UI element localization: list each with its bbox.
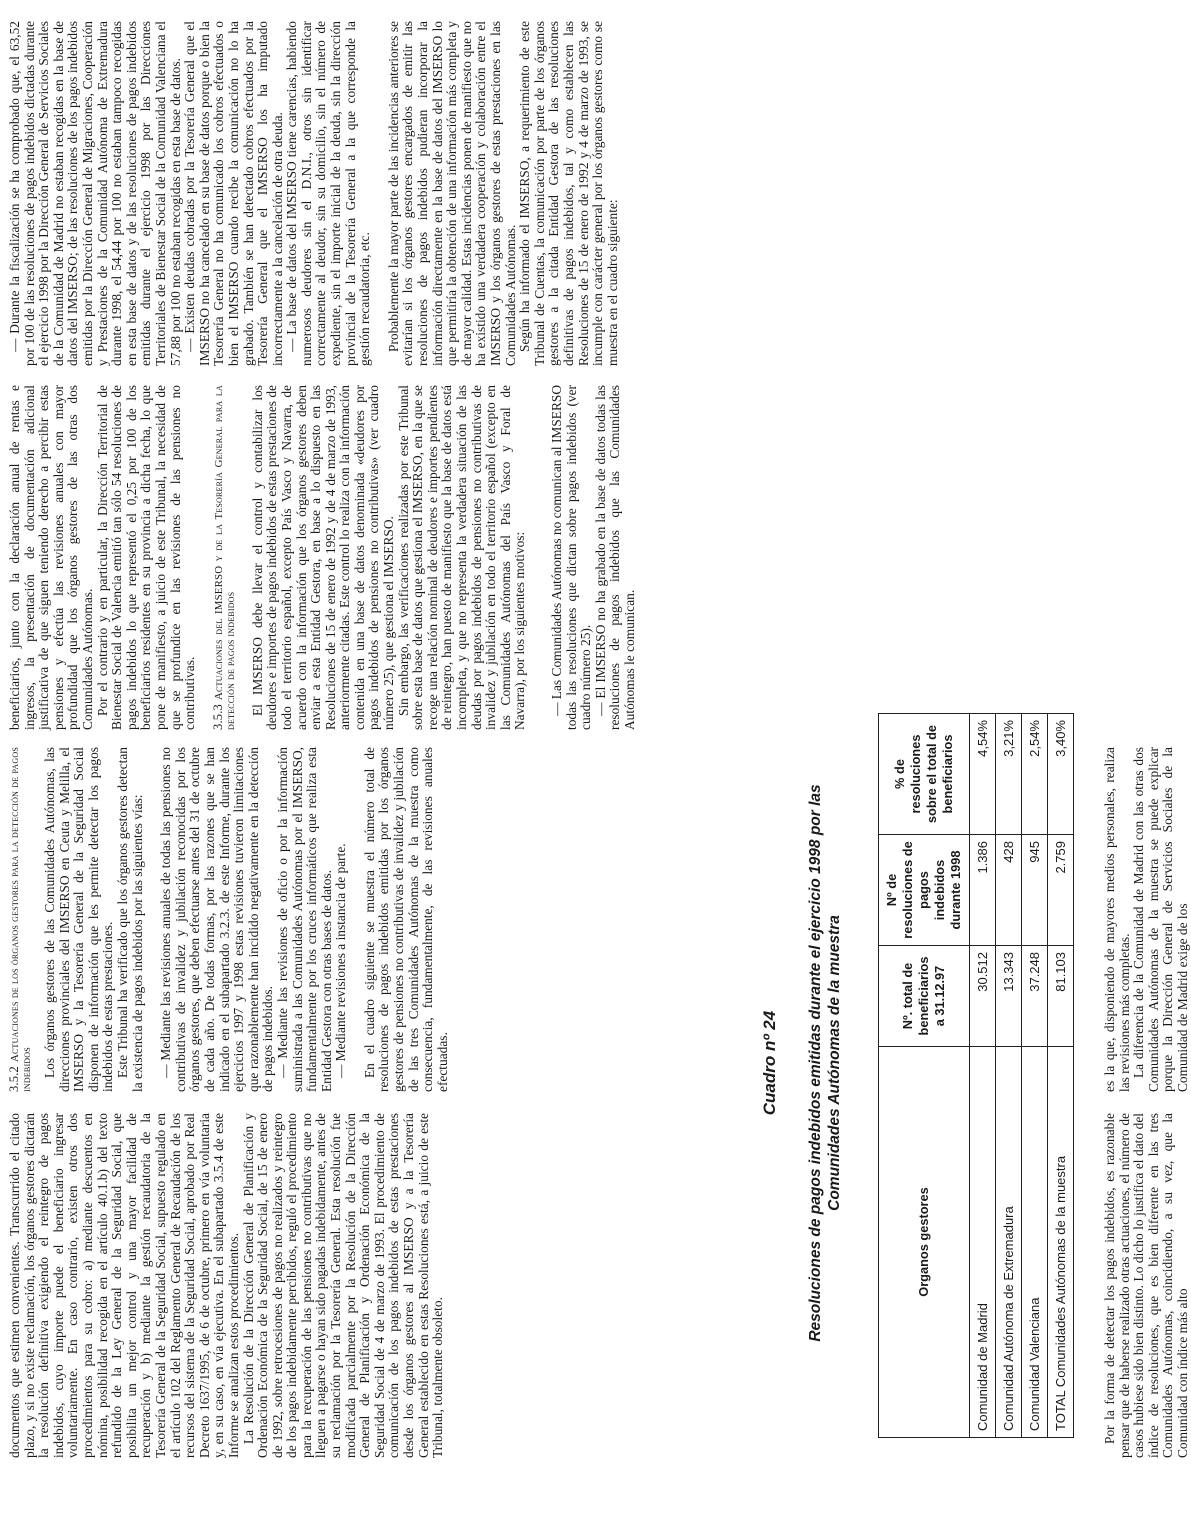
bottom-column-2 (1103, 747, 1191, 1092)
section-heading (212, 385, 237, 730)
table-row (996, 714, 1022, 1438)
paragraph: Por el contrario y en particular, la Dirección Territorial de Bienestar Social de Valencia emitió tan sólo 54 resoluciones de pagos indebidos lo que representó el 0,25 por 100 de los beneficiarios residentes en su provincia a dicha fecha, lo que pone de manifiesto, a juicio de este Tribunal, la necesidad de que se profundice en las revisiones de las pensiones no contributivas. (94, 385, 198, 730)
table-total-row (1048, 714, 1074, 1438)
paragraph: Por la forma de detectar los pagos indebidos, es razonable pensar que de haberse realizado otras actuaciones, el número de casos hubiese sido bien distinto. Lo dicho lo justifica el dato del índice de resoluciones, que es bien diferente en las tres Comunidades Autónomas, coincidiendo, a su vez, que la Comunidad con índice más alto (1102, 1113, 1190, 1458)
table-cell: 30.512 (970, 946, 996, 1047)
column-2 (8, 747, 450, 1092)
paragraph: es la que, disponiendo de mayores medios personales, realiza las revisiones más completas. (1102, 747, 1132, 1092)
table-caption (760, 683, 844, 1443)
paragraph: — Existen deudas cobradas por la Tesorería General que el IMSERSO no ha cancelado en su base de datos porque o bien la Tesorería General no ha comunicado los cobros efectuados o bien el IMSERSO cuando recibe la comunicación no lo ha grabado. También se han detectado cobros efectuados por la Tesorería General que el IMSERSO los ha imputado incorrectamente a la cancelación de otra deuda. (182, 21, 285, 366)
table-header-row (879, 714, 970, 1438)
table-row (1022, 714, 1048, 1438)
table-title: Resoluciones de pagos indebidos emitidas durante el ejercicio 1998 por las Comunidades Autónomas de la muestra (807, 784, 843, 1342)
paragraph: La diferencia de la Comunidad de Madrid con las otras dos Comunidades Autónomas de la muestra se puede explicar porque la Dirección General de Servicios Sociales de la Comunidad de Madrid exige de los (1131, 747, 1190, 1092)
table-cell: 428 (996, 835, 1022, 946)
paragraph: La Resolución de la Dirección General de Planificación y Ordenación Económica de la Seguridad Social, de 15 de enero de 1992, sobre retrocesiones de pagos no realizados y reintegro de los pagos indebidamente percibidos, reguló el procedimiento para la recuperación de las pensiones no contributivas que no lleguen a pagarse o hayan sido pagadas indebidamente, antes de su reclamación por la Tesorería General. Esta resolución fue modificada parcialmente por la Resolución de la Dirección General de Planificación y Ordenación Económica de la Seguridad Social de 4 de marzo de 1993. El procedimiento de comunicación de los pagos indebidos de estas prestaciones desde los órganos gestores al IMSERSO y a la Tesorería General establecido en estas Resoluciones está, a juicio de este Tribunal, totalmente obsoleto. (240, 1113, 446, 1458)
column-3 (8, 385, 638, 730)
paragraph: En el cuadro siguiente se muestra el número total de resoluciones de pagos indebidos emitidas por los órganos gestores de pensiones no contributivas de invalidez y jubilación de las tres Comunidades Autónomas de la muestra como consecuencia, fundamentalmente, de las revisiones anuales efectuadas. (361, 747, 450, 1092)
section-title: Actuaciones de los órganos gestores para la detección de pagos indebidos (9, 747, 33, 1092)
table-number: Cuadro nº 24 (760, 1010, 779, 1116)
column-header: Nº de resoluciones de pagos indebidos durante 1998 (879, 835, 970, 946)
column-header: Nº. total de beneficiarios a 31.12.97 (879, 946, 970, 1047)
paragraph: Este Tribunal ha verificado que los órganos gestores detectan la existencia de pagos indebidos por las siguientes vías: (114, 747, 145, 1092)
paragraph: Los órganos gestores de las Comunidades Autónomas, las direcciones provinciales del IMSERSO en Ceuta y Melilla, el IMSERSO y la Tesorería General de la Seguridad Social disponen de información que les permite detectar los pagos indebidos de estas prestaciones. (42, 747, 116, 1092)
table-cell: TOTAL Comunidades Autónomas de la muestra (1048, 1047, 1074, 1438)
table-cell: Comunidad de Madrid (970, 1047, 996, 1438)
column-header: % de resoluciones sobre el total de beneficiarios (879, 714, 970, 835)
table-cell: Comunidad Autónoma de Extremadura (996, 1047, 1022, 1438)
section-number: 3.5.3 (210, 704, 225, 730)
table-cell: 1.386 (970, 835, 996, 946)
table-cell: Comunidad Valenciana (1022, 1047, 1048, 1438)
column-1 (8, 1113, 446, 1458)
paragraph: El IMSERSO debe llevar el control y contabilizar los deudores e importes de pagos indebidos de estas prestaciones de todo el territorio español, excepto País Vasco y Navarra, de acuerdo con la información que los órganos gestores deben enviar a esta Entidad Gestora, en base a lo dispuesto en las Resoluciones de 15 de enero de 1992 y de 4 de marzo de 1993, anteriormente citadas. Este control lo realiza con la información contenida en una base de datos denominada «deudores por pagos indebidos de pensiones no contributivas» (ver cuadro número 25), que gestiona el IMSERSO. (249, 385, 397, 730)
bottom-column-1 (1103, 1113, 1191, 1458)
table-row (970, 714, 996, 1438)
paragraph: beneficiarios, junto con la declaración anual de rentas e ingresos, la presentación de documentación adicional justificativa de que siguen teniendo derecho a percibir estas pensiones y efectúa las revisiones anuales con mayor profundidad que los órganos gestores de las otras dos Comunidades Autónomas. (7, 385, 95, 730)
section-title: Actuaciones del IMSERSO y de la Tesorería General para la detección de pagos indebidos (212, 385, 237, 730)
paragraph: Probablemente la mayor parte de las incidencias anteriores se evitarían si los órganos gestores encargados de emitir las resoluciones de pagos indebidos pudieran incorporar la información directamente en la base de datos del IMSERSO lo que permitiría la obtención de una información más completa y de mayor calidad. Estas incidencias ponen de manifiesto que no ha existido una verdadera cooperación y colaboración entre el IMSERSO y los órganos gestores de estas prestaciones en las Comunidades Autónomas. (385, 21, 518, 366)
column-header: Organos gestores (879, 1047, 970, 1438)
table-cell: 945 (1022, 835, 1048, 946)
paragraph: — Las Comunidades Autónomas no comunican al IMSERSO todas las resoluciones que dictan sobre pagos indebidos (ver cuadro número 25). (549, 385, 594, 730)
paragraph: — Mediante las revisiones anuales de todas las pensiones no contributivas de invalidez y jubilación reconocidas por los órganos gestores, que deben efectuarse antes del 31 de octubre de cada año. De todas formas, por las razones que se han indicado en el subapartado 3.2.3. de este Informe, durante los ejercicios 1997 y 1998 estas revisiones tuvieron limitaciones que razonablemente han incidido negativamente en la detección de pagos indebidos. (158, 747, 276, 1092)
table-cell: 81.103 (1048, 946, 1074, 1047)
table-cell: 3,40% (1048, 714, 1074, 835)
paragraph: Según ha informado el IMSERSO, a requerimiento de este Tribunal de Cuentas, la comunicación por parte de los órganos gestores a la citada Entidad Gestora de las resoluciones definitivas de pagos indebidos, tal y como establecen las Resoluciones de 15 de enero de 1992 y 4 de marzo de 1993, se incumple con carácter general por los órganos gestores como se muestra en el cuadro siguiente: (517, 21, 620, 366)
table-cell: 37.248 (1022, 946, 1048, 1047)
table-cell: 13.343 (996, 946, 1022, 1047)
table-cell: 2,54% (1022, 714, 1048, 835)
paragraph: — La base de datos del IMSERSO tiene carencias, habiendo numerosos deudores sin el D.N.I., otros sin identificar correctamente al deudor, sin su domicilio, sin el número de expediente, sin el importe inicial de la deuda, sin la dirección provincial de la Tesorería General a la que corresponde la gestión recaudatoria, etc. (284, 21, 373, 366)
paragraph: documentos que estimen convenientes. Transcurrido el citado plazo, y si no existe reclamación, los órganos gestores dictarán la resolución definitiva exigiendo el reintegro de pagos indebidos, cuyo importe puede el beneficiario ingresar voluntariamente. En caso contrario, existen otros dos procedimientos para su cobro: a) mediante descuentos en nómina, posibilidad recogida en el artículo 40.1.b) del texto refundido de la Ley General de la Seguridad Social, que posibilita un mejor control y una mayor facilidad de recuperación y b) mediante la gestión recaudatoria de la Tesorería General de la Seguridad Social, supuesto regulado en el artículo 102 del Reglamento General de Recaudación de los recursos del sistema de la Seguridad Social, aprobado por Real Decreto 1637/1995, de 6 de octubre, primero en vía voluntaria y, en su caso, en vía ejecutiva. En el subapartado 3.5.4 de este Informe se analizan estos procedimientos. (7, 1113, 241, 1458)
paragraph: — Mediante revisiones a instancia de parte. (333, 843, 349, 1078)
paragraph: — El IMSERSO no ha grabado en la base de datos todas las resoluciones de pagos indebidos que las Comunidades Autónomas le comunican. (592, 385, 637, 730)
column-4 (8, 21, 620, 366)
data-table (878, 713, 1074, 1438)
paragraph: — Mediante las revisiones de oficio o por la información suministrada a las Comunidades Autónomas por el IMSERSO, fundamentalmente por los cruces informáticos que realiza esta Entidad Gestora con otras bases de datos. (274, 747, 334, 1092)
table-cell: 4,54% (970, 714, 996, 835)
table-cell: 3,21% (996, 714, 1022, 835)
paragraph: Sin embargo, las verificaciones realizadas por este Tribunal sobre esta base de datos que gestiona el IMSERSO, en la que se recoge una relación nominal de deudores e importes pendientes de reintegro, han puesto de manifiesto que la base de datos está incompleta, y que no representa la verdadera situación de las deudas por pagos indebidos de pensiones no contributivas de invalidez y jubilación en todo el territorio español (excepto en las Comunidades Autónomas del País Vasco y Foral de Navarra), por los siguientes motivos: (395, 385, 528, 730)
paragraph: — Durante la fiscalización se ha comprobado que, el 63,52 por 100 de las resoluciones de pagos indebidos dictadas durante el ejercicio 1998 por la Dirección General de Servicios Sociales de la Comunidad de Madrid no estaban recogidas en la base de datos del IMSERSO; de las resoluciones de los pagos indebidos emitidas por la Dirección General de Migraciones, Cooperación y Prestaciones de la Comunidad Autónoma de Extremadura durante 1998, el 54,44 por 100 no estaban tampoco recogidas en esta base de datos y de las resoluciones de pagos indebidos emitidas durante el ejercicio 1998 por las Direcciones Territoriales de Bienestar Social de la Comunidad Valenciana el 57,88 por 100 no estaban recogidas en esta base de datos. (7, 21, 183, 366)
section-number: 3.5.2 (7, 1066, 21, 1092)
table-cell: 2.759 (1048, 835, 1074, 946)
section-heading (8, 747, 33, 1092)
